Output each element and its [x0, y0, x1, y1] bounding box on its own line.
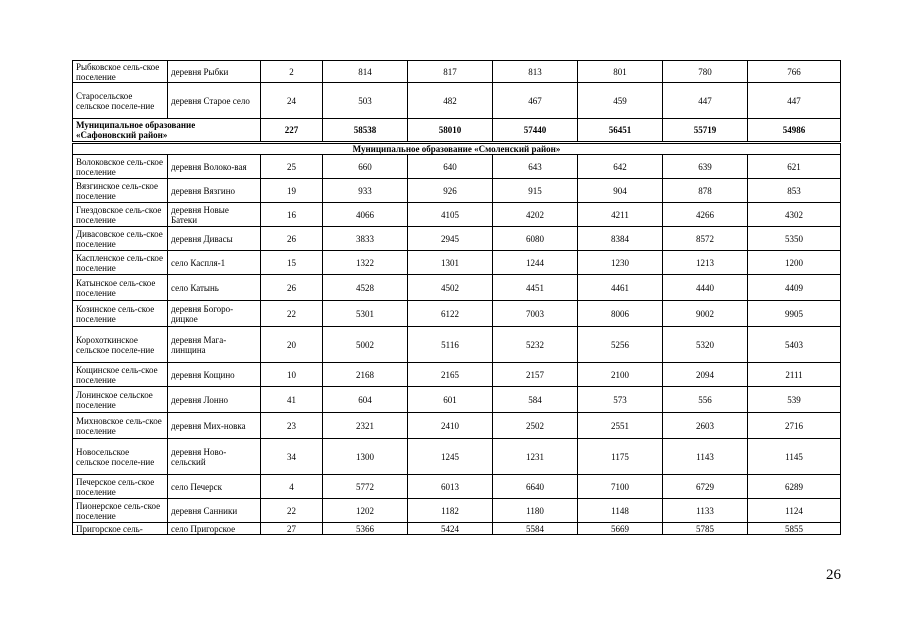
page-number: 26 [826, 567, 841, 583]
table-row [73, 475, 841, 499]
population-value-cell: 1322 [323, 251, 408, 275]
population-value-cell: 2168 [323, 363, 408, 387]
population-value-cell: 5320 [663, 327, 748, 363]
settlement-name-cell: Кощинское сель-ское поселение [73, 363, 168, 387]
population-value-cell: 1143 [663, 439, 748, 475]
section-header-row [73, 143, 841, 155]
population-value-cell: 6122 [408, 301, 493, 327]
admin-center-cell: село Каспля-1 [168, 251, 261, 275]
admin-center-cell: деревня Волоко-вая [168, 155, 261, 179]
population-value-cell: 780 [663, 61, 748, 83]
admin-center-cell: деревня Мих-новка [168, 413, 261, 439]
population-value-cell: 1213 [663, 251, 748, 275]
table-row [73, 439, 841, 475]
population-value-cell: 58010 [408, 119, 493, 143]
population-value-cell: 7100 [578, 475, 663, 499]
population-value-cell: 9002 [663, 301, 748, 327]
localities-count-cell: 227 [261, 119, 323, 143]
admin-center-cell: село Катынь [168, 275, 261, 301]
population-value-cell: 4266 [663, 203, 748, 227]
admin-center-cell: деревня Старое село [168, 83, 261, 119]
population-value-cell: 6080 [493, 227, 578, 251]
admin-center-cell: деревня Дивасы [168, 227, 261, 251]
population-value-cell: 4066 [323, 203, 408, 227]
population-value-cell: 640 [408, 155, 493, 179]
table-row [73, 387, 841, 413]
localities-count-cell: 41 [261, 387, 323, 413]
settlement-name-cell: Каспленское сель-ское поселение [73, 251, 168, 275]
population-value-cell: 503 [323, 83, 408, 119]
localities-count-cell: 26 [261, 227, 323, 251]
table-row [73, 301, 841, 327]
population-value-cell: 1230 [578, 251, 663, 275]
settlement-name-cell: Пригорское сель- [73, 523, 168, 535]
admin-center-cell: деревня Новые Батеки [168, 203, 261, 227]
admin-center-cell: деревня Ново-сельский [168, 439, 261, 475]
localities-count-cell: 10 [261, 363, 323, 387]
population-value-cell: 853 [748, 179, 841, 203]
population-value-cell: 6729 [663, 475, 748, 499]
population-value-cell: 5772 [323, 475, 408, 499]
population-value-cell: 2094 [663, 363, 748, 387]
population-value-cell: 5424 [408, 523, 493, 535]
population-value-cell: 5669 [578, 523, 663, 535]
population-value-cell: 801 [578, 61, 663, 83]
population-value-cell: 5002 [323, 327, 408, 363]
table-row [73, 413, 841, 439]
admin-center-cell: деревня Рыбки [168, 61, 261, 83]
population-value-cell: 556 [663, 387, 748, 413]
settlement-name-cell: Козинское сель-ское поселение [73, 301, 168, 327]
population-value-cell: 5403 [748, 327, 841, 363]
table-row [73, 327, 841, 363]
population-value-cell: 447 [748, 83, 841, 119]
population-value-cell: 2321 [323, 413, 408, 439]
localities-count-cell: 34 [261, 439, 323, 475]
population-value-cell: 8384 [578, 227, 663, 251]
population-value-cell: 2100 [578, 363, 663, 387]
population-value-cell: 814 [323, 61, 408, 83]
localities-count-cell: 20 [261, 327, 323, 363]
table-row [73, 83, 841, 119]
settlement-name-cell: Волоковское сель-ское поселение [73, 155, 168, 179]
population-value-cell: 1202 [323, 499, 408, 523]
population-value-cell: 447 [663, 83, 748, 119]
population-value-cell: 5584 [493, 523, 578, 535]
settlement-name-cell: Печерское сель-ское поселение [73, 475, 168, 499]
population-value-cell: 5855 [748, 523, 841, 535]
population-value-cell: 1200 [748, 251, 841, 275]
localities-count-cell: 16 [261, 203, 323, 227]
population-value-cell: 4451 [493, 275, 578, 301]
population-value-cell: 915 [493, 179, 578, 203]
admin-center-cell: деревня Вязгино [168, 179, 261, 203]
population-value-cell: 1231 [493, 439, 578, 475]
table-row [73, 155, 841, 179]
population-value-cell: 1133 [663, 499, 748, 523]
population-value-cell: 643 [493, 155, 578, 179]
population-value-cell: 2603 [663, 413, 748, 439]
population-value-cell: 1180 [493, 499, 578, 523]
section-title: Муниципальное образование «Смоленский район» [73, 143, 841, 155]
population-value-cell: 459 [578, 83, 663, 119]
localities-count-cell: 22 [261, 499, 323, 523]
population-value-cell: 601 [408, 387, 493, 413]
population-value-cell: 1244 [493, 251, 578, 275]
population-value-cell: 4502 [408, 275, 493, 301]
population-value-cell: 2157 [493, 363, 578, 387]
population-value-cell: 4461 [578, 275, 663, 301]
admin-center-cell: деревня Санники [168, 499, 261, 523]
population-value-cell: 6640 [493, 475, 578, 499]
population-value-cell: 2945 [408, 227, 493, 251]
admin-center-cell: деревня Мага-линщина [168, 327, 261, 363]
population-value-cell: 2502 [493, 413, 578, 439]
population-value-cell: 539 [748, 387, 841, 413]
population-value-cell: 467 [493, 83, 578, 119]
total-row [73, 119, 841, 143]
population-value-cell: 584 [493, 387, 578, 413]
population-value-cell: 4528 [323, 275, 408, 301]
table-row [73, 251, 841, 275]
population-value-cell: 6013 [408, 475, 493, 499]
population-value-cell: 604 [323, 387, 408, 413]
localities-count-cell: 25 [261, 155, 323, 179]
population-value-cell: 482 [408, 83, 493, 119]
settlement-name-cell: Новосельское сельское поселе-ние [73, 439, 168, 475]
settlement-name-cell: Лонинское сельское поселение [73, 387, 168, 413]
population-table [72, 60, 841, 535]
population-value-cell: 813 [493, 61, 578, 83]
table-row [73, 179, 841, 203]
population-value-cell: 4409 [748, 275, 841, 301]
population-value-cell: 2410 [408, 413, 493, 439]
population-value-cell: 5350 [748, 227, 841, 251]
population-value-cell: 639 [663, 155, 748, 179]
admin-center-cell: село Печерск [168, 475, 261, 499]
population-value-cell: 8006 [578, 301, 663, 327]
population-value-cell: 926 [408, 179, 493, 203]
localities-count-cell: 15 [261, 251, 323, 275]
settlement-name-cell: Корохоткинское сельское поселе-ние [73, 327, 168, 363]
localities-count-cell: 23 [261, 413, 323, 439]
population-value-cell: 3833 [323, 227, 408, 251]
population-value-cell: 1148 [578, 499, 663, 523]
localities-count-cell: 4 [261, 475, 323, 499]
localities-count-cell: 27 [261, 523, 323, 535]
population-value-cell: 5232 [493, 327, 578, 363]
population-value-cell: 9905 [748, 301, 841, 327]
population-value-cell: 5256 [578, 327, 663, 363]
population-value-cell: 1300 [323, 439, 408, 475]
population-value-cell: 573 [578, 387, 663, 413]
table-row [73, 363, 841, 387]
settlement-name-cell: Дивасовское сель-ское поселение [73, 227, 168, 251]
table-row [73, 275, 841, 301]
population-value-cell: 4211 [578, 203, 663, 227]
population-value-cell: 4302 [748, 203, 841, 227]
localities-count-cell: 26 [261, 275, 323, 301]
population-value-cell: 1175 [578, 439, 663, 475]
population-value-cell: 5301 [323, 301, 408, 327]
population-value-cell: 1124 [748, 499, 841, 523]
admin-center-cell: деревня Лонно [168, 387, 261, 413]
population-value-cell: 6289 [748, 475, 841, 499]
population-value-cell: 2551 [578, 413, 663, 439]
population-value-cell: 904 [578, 179, 663, 203]
admin-center-cell: село Пригорское [168, 523, 261, 535]
localities-count-cell: 2 [261, 61, 323, 83]
population-value-cell: 7003 [493, 301, 578, 327]
population-value-cell: 56451 [578, 119, 663, 143]
population-value-cell: 1245 [408, 439, 493, 475]
population-value-cell: 817 [408, 61, 493, 83]
population-value-cell: 4202 [493, 203, 578, 227]
population-value-cell: 660 [323, 155, 408, 179]
population-value-cell: 2111 [748, 363, 841, 387]
settlement-name-cell: Катынское сель-ское поселение [73, 275, 168, 301]
population-value-cell: 1182 [408, 499, 493, 523]
population-value-cell: 621 [748, 155, 841, 179]
localities-count-cell: 24 [261, 83, 323, 119]
population-value-cell: 878 [663, 179, 748, 203]
settlement-name-cell: Рыбковское сель-ское поселение [73, 61, 168, 83]
population-value-cell: 57440 [493, 119, 578, 143]
population-value-cell: 1145 [748, 439, 841, 475]
population-value-cell: 1301 [408, 251, 493, 275]
population-value-cell: 55719 [663, 119, 748, 143]
population-value-cell: 4105 [408, 203, 493, 227]
population-value-cell: 642 [578, 155, 663, 179]
settlement-name-cell: Старосельское сельское поселе-ние [73, 83, 168, 119]
settlement-name-cell: Пионерское сель-ское поселение [73, 499, 168, 523]
population-value-cell: 5116 [408, 327, 493, 363]
localities-count-cell: 19 [261, 179, 323, 203]
table-row [73, 227, 841, 251]
admin-center-cell: деревня Кощино [168, 363, 261, 387]
population-value-cell: 58538 [323, 119, 408, 143]
population-value-cell: 2716 [748, 413, 841, 439]
population-value-cell: 2165 [408, 363, 493, 387]
population-value-cell: 5366 [323, 523, 408, 535]
municipality-name-cell: Муниципальное образование «Сафоновский район» [73, 119, 261, 143]
table-row [73, 203, 841, 227]
population-value-cell: 5785 [663, 523, 748, 535]
population-value-cell: 4440 [663, 275, 748, 301]
table-body [73, 61, 841, 535]
population-value-cell: 766 [748, 61, 841, 83]
table-row [73, 499, 841, 523]
settlement-name-cell: Михновское сель-ское поселение [73, 413, 168, 439]
settlement-name-cell: Гнездовское сель-ское поселение [73, 203, 168, 227]
population-value-cell: 54986 [748, 119, 841, 143]
localities-count-cell: 22 [261, 301, 323, 327]
table-row [73, 523, 841, 535]
table-row [73, 61, 841, 83]
settlement-name-cell: Вязгинское сель-ское поселение [73, 179, 168, 203]
population-value-cell: 8572 [663, 227, 748, 251]
admin-center-cell: деревня Богоро-дицкое [168, 301, 261, 327]
population-value-cell: 933 [323, 179, 408, 203]
